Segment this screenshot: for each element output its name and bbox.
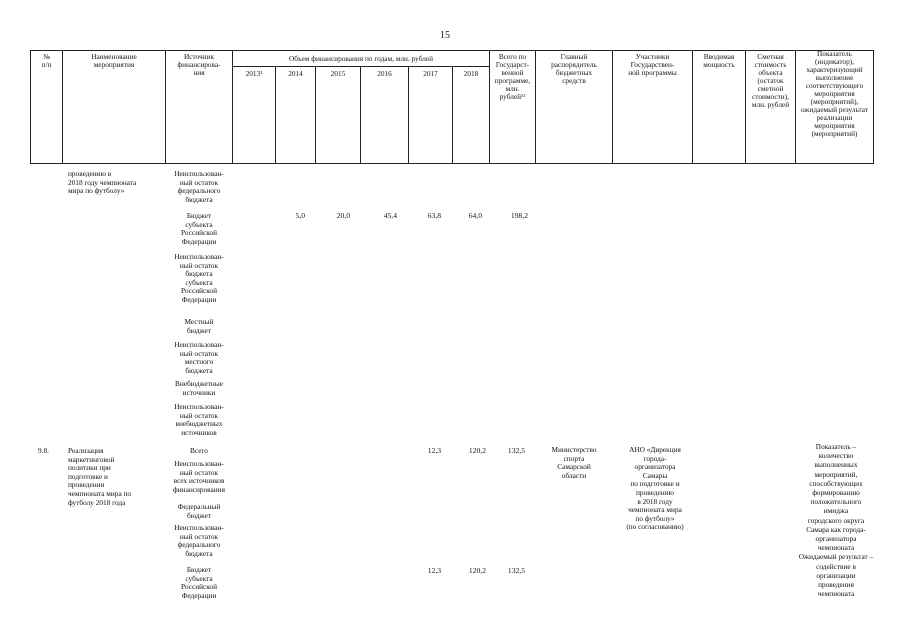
- value-regional-total-98: 132,5: [507, 566, 525, 575]
- value-total-all: 132,5: [507, 446, 525, 455]
- source-local-budget: Местный бюджет: [184, 317, 214, 335]
- source-regional-budget: Бюджет субъекта Российской Федерации: [181, 211, 217, 246]
- source-unused-extrabudgetary: Неиспользован- ный остаток внебюджетных источников: [174, 402, 224, 437]
- header-capacity: Вводимая мощность: [703, 52, 735, 69]
- source-federal-budget: Федеральный бюджет: [177, 502, 221, 520]
- source-unused-local: Неиспользован- ный остаток местного бюджета: [174, 340, 224, 375]
- header-manager: Главный распорядитель бюджетных средств: [551, 52, 597, 85]
- value-total-2017: 12,3: [427, 446, 441, 455]
- header-name: Наименование мероприятия: [91, 52, 137, 69]
- row-number: 9.8.: [38, 446, 49, 455]
- header-year-2018: 2018: [463, 69, 479, 78]
- value-total-2018: 120,2: [468, 446, 486, 455]
- header-year-2015: 2015: [330, 69, 346, 78]
- source-extrabudgetary: Внебюджетные источники: [175, 379, 223, 397]
- budget-manager: Министерство спорта Самарской области: [551, 445, 597, 480]
- continuation-name: проведению в 2018 году чемпионата мира по футболу»: [68, 169, 137, 196]
- value-regional-2014: 5,0: [295, 211, 305, 220]
- value-regional-2018: 64,0: [468, 211, 482, 220]
- header-year-2013: 2013¹: [245, 69, 263, 78]
- header-total: Всего по Государст- венной программе, млн. рублей¹³: [494, 52, 531, 101]
- indicator-text: Показатель – количество выполненных мероприятий, способствующих формированию положительного имиджа городского округа Самара как города- организатора чемпионата Ожидаемый результат – содействие в организации проведения чемпионата: [798, 442, 874, 599]
- value-regional-2018-98: 120,2: [468, 566, 486, 575]
- header-number: № п/п: [41, 52, 52, 69]
- header-participants: Участники Государствен- ной программы: [628, 52, 677, 77]
- value-regional-2016: 45,4: [383, 211, 397, 220]
- program-participants: АНО «Дирекция города- организатора Самары по подготовке и проведению в 2018 году чемпионата мира по футболу» (по согласованию): [626, 445, 684, 532]
- page-number: 15: [440, 30, 450, 41]
- value-regional-2017: 63,8: [427, 211, 441, 220]
- header-year-2014: 2014: [288, 69, 303, 78]
- measure-name: Реализация маркетинговой политики при подготовке и проведении чемпионата мира по футболу 2018 года: [68, 446, 132, 507]
- source-unused-regional: Неиспользован- ный остаток бюджета субъекта Российской Федерации: [174, 252, 224, 304]
- header-volume: Объем финансирования по годам, млн. рублей: [288, 54, 434, 63]
- source-total: Всего: [190, 446, 208, 455]
- source-unused-federal-98: Неиспользован- ный остаток федерального бюджета: [174, 523, 224, 558]
- source-unused-federal: Неиспользован- ный остаток федерального бюджета: [174, 169, 224, 204]
- header-year-2016: 2016: [377, 69, 392, 78]
- header-year-2017: 2017: [423, 69, 438, 78]
- value-regional-2015: 20,0: [336, 211, 350, 220]
- header-indicator: Показатель (индикатор), характеризующий выполнение соответствующего мероприятия (мероприятий), ожидаемый результат реализации мероприятия (мероприятий): [800, 49, 869, 138]
- source-regional-budget-98: Бюджет субъекта Российской Федерации: [181, 565, 217, 600]
- header-cost: Сметная стоимость объекта (остаток сметной стоимости), млн. рублей: [751, 52, 790, 109]
- source-unused-all: Неиспользован- ный остаток всех источников финансирования: [173, 459, 225, 494]
- value-regional-total: 198,2: [510, 211, 528, 220]
- header-source: Источник финансирова- ния: [177, 52, 221, 77]
- value-regional-2017-98: 12,3: [427, 566, 441, 575]
